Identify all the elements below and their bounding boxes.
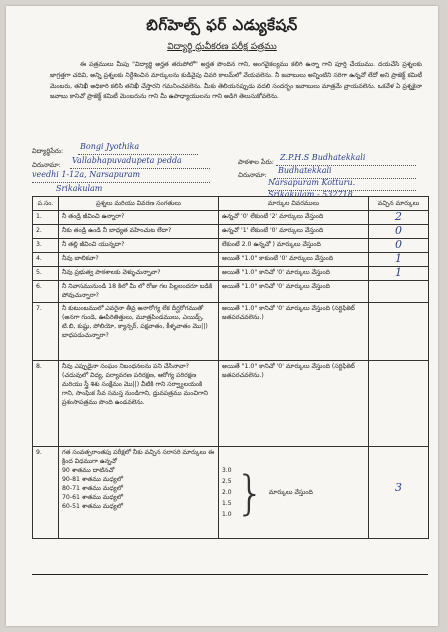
row-criteria: లేకుంటే 2.0 ఉన్నచో ) మార్కులు వేస్తుంది (219, 239, 369, 253)
row-question: నీ తల్లి జీవించి యున్నదా? (59, 239, 219, 253)
table-row (33, 211, 429, 225)
grade-mark-scale (222, 465, 232, 520)
table-row (33, 281, 429, 303)
row-question (59, 447, 219, 539)
student-address-label: చిరునామా: (32, 161, 61, 169)
school-address-line1: Budhatekkali (278, 166, 332, 175)
grade-mark: 2.5 (222, 478, 232, 485)
school-address-label: చిరునామా: (238, 171, 267, 179)
col-header-question: ప్రశ్నలు మరియు వివరణ సంగతులు (59, 197, 219, 211)
row-criteria: అయితే "1.0" కానిచో '0' మార్కులు వేస్తుంది (సర్టిఫికెట్ జతపరచవలెను.) (219, 361, 369, 447)
table-row (33, 225, 429, 239)
school-address-underline-2 (268, 190, 416, 191)
row-number: 7. (33, 303, 59, 361)
student-name-value: Bongi Jyothika (80, 142, 140, 151)
table-row (33, 447, 429, 539)
student-name-label: విద్యార్థిపేరు: (32, 147, 64, 155)
row-question: నీ తండ్రి జీవించి ఉన్నారా? (59, 211, 219, 225)
school-address-underline-1 (274, 178, 416, 179)
row-number: 2. (33, 225, 59, 239)
row-number: 1. (33, 211, 59, 225)
grade-mark: 1.0 (222, 511, 232, 518)
row-number: 6. (33, 281, 59, 303)
row-number: 3. (33, 239, 59, 253)
row-number: 5. (33, 267, 59, 281)
row-score[interactable]: 2 (395, 210, 402, 223)
address-underline-2 (32, 182, 210, 183)
row-question: నీవు బాలికవా? (59, 253, 219, 267)
row-number: 8. (33, 361, 59, 447)
student-address-line3: Srikakulam (56, 184, 103, 193)
row-criteria: అయితే "1.0" కానిచో '0' మార్కులు వేస్తుంది (219, 267, 369, 281)
student-address-line2: veedhi 1-12a, Narsapuram (32, 170, 141, 179)
col-header-score: వచ్చిన మార్కులు (369, 197, 429, 211)
col-header-criteria: మార్కుల వివరములు (219, 197, 369, 211)
row-question-text: గత సంవత్సరాంతపు పరీక్షలో నీకు వచ్చిన సరాసరి మార్కులు ఈ క్రింద విధముగా ఉన్నచో (62, 449, 215, 465)
grade-band: 90-81 శాతము మధ్యలో (62, 476, 123, 483)
table-row (33, 303, 429, 361)
instructions-paragraph: ఈ పత్రములు మీపు "విద్యార్థి అర్హత తరుపోలో" అర్హత పొందిన గాని, అంగవైకల్యము కలిగి ఉన్నా గాని పూర్తి చేయుము. దయచేసి ప్రశ్నలకు జాగ్రత్తగా చదివి, అన్ని ప్రశ్నలకు నిర్దేశించిన మార్కులను కుడివైపు చివరి కాలమ్‌లో వేయవలెను. నీ జవాబులు అన్నింటిని సరిగా ఉన్నవో లేదో అని ప్రాజెక్ట్ కమిటీ మెంబరు, తనిఖీ అధికారి కలిసి తనిఖీ చేస్తారని గమనించవలెను. మీకు తెలియనప్పుడు వదలి సందర్భం జవాబులు మాత్రమే వ్రాయవలెను. ఒకవేళ ఏ ప్రశ్నకైనా జవాబు కానిచో ప్రాజెక్ట్ కమిటీ మెంబరును గాని మీ ఉపాధ్యాయులను గాని అడిగి తెలుసుకోవలెను. (50, 61, 422, 101)
table-header-row (33, 197, 429, 211)
address-underline-1 (70, 168, 210, 169)
grade-mark: 1.5 (222, 500, 232, 507)
row-question: నీకు తండ్రి ఉండి నీ బాధ్యత వహించుట లేదా? (59, 225, 219, 239)
row-question: నీవు ఎప్పుడైనా సంఘం నిబంధనలను పని చేసినావా? (చదువులో విద్య, పర్యావరణ పరిరక్షణ, ఆరోగ్య పరిరక్షణ మరియు స్త్రీ శిశు సంక్షేమం మొ||) వీటికి గాని సర్వ్యాలయంకి గాని, సాంఘిక సేవ సమస్త నుండిగాని, ధ్రువపత్రము మంచిగాని ప్రశంసాపత్రము పొంది ఉండవలెను. (59, 361, 219, 447)
table-row (33, 361, 429, 447)
grade-band: 60-51 శాతము మధ్యలో (62, 503, 123, 510)
brace-icon: } (235, 465, 265, 520)
table-row (33, 267, 429, 281)
row-question: నీ కుటుంబములో ఎవరైనా తీవ్ర అనారోగ్య లేక దీర్ఘరోగముతో (అనగా గుండె, ఊపిరితిత్తులు, మూత్రపిండములు, ఎయిడ్స్, టి.బి, కుష్టు, పోలియో, క్యాన్సర్, పక్షవాతం, కీళ్ళవాతం మొ||) బాధపడుచున్నారా? (59, 303, 219, 361)
row-number: 9. (33, 447, 59, 539)
row-score[interactable]: 0 (395, 224, 402, 237)
school-address-line2: Narsapuram Kotturu. (268, 178, 356, 187)
student-address-line1: Vallabhapuvadupeta pedda (72, 156, 182, 165)
school-name-label: పాఠశాల పేరు: (238, 158, 274, 166)
row-question: నీవు ప్రభుత్వ పాఠశాలకు వెళ్ళుచున్నావా? (59, 267, 219, 281)
row-question: నీ నివాసమునుండి 18 కిలో మీ లో రోజు గల పిల్లలందరూ బడికి పోవుచున్నారా? (59, 281, 219, 303)
grade-band: 90 శాతము దాటినచో (62, 467, 115, 474)
assessment-table (32, 196, 429, 539)
row-criteria: అయితే "1.0" కానిచో '0' మార్కులు వేస్తుంది (219, 281, 369, 303)
row-score[interactable]: 1 (395, 266, 402, 279)
grade-mark: 2.0 (222, 489, 232, 496)
row-score[interactable]: 0 (395, 238, 402, 251)
school-name-value: Z.P.H.S Budhatekkali (280, 153, 366, 162)
row-criteria: అయితే "1.0" కాకుంటే '0' మార్కులు వేస్తుంది (219, 253, 369, 267)
grade-band: 70-61 శాతము మధ్యలో (62, 494, 123, 501)
name-underline (78, 154, 198, 155)
school-address-line3: Srikakulam - 532718 (268, 190, 353, 199)
table-row (33, 239, 429, 253)
grade-mark: 3.0 (222, 467, 232, 474)
bottom-rule (32, 574, 428, 575)
row-criteria: అయితే "1.0" కానిచో '0' మార్కులు వేస్తుంది (సర్టిఫికెట్ జతపరచవలెను.) (219, 303, 369, 361)
form-subtitle: విద్యార్థి ధ్రువీకరణ పరీక్ష పత్రము (167, 42, 277, 52)
table-row (33, 253, 429, 267)
row-number: 4. (33, 253, 59, 267)
row-score[interactable]: 3 (395, 481, 402, 494)
row-criteria: మార్కులు వేస్తుంది (268, 489, 313, 496)
row-criteria: ఉన్నచో '0' లేకుంటే '2' మార్కులు వేస్తుంది (219, 211, 369, 225)
form-title: బిగ్‌హెల్ప్ ఫర్ ఎడ్యుకేషన్ (146, 16, 298, 34)
row-score[interactable]: 1 (395, 252, 402, 265)
row-criteria-scale (219, 447, 369, 539)
row-criteria: ఉన్నచో '1' లేకుంటే '0' మార్కులు వేస్తుంది (219, 225, 369, 239)
grade-band: 80-71 శాతము మధ్యలో (62, 485, 123, 492)
col-header-number: ప.సం. (33, 197, 59, 211)
